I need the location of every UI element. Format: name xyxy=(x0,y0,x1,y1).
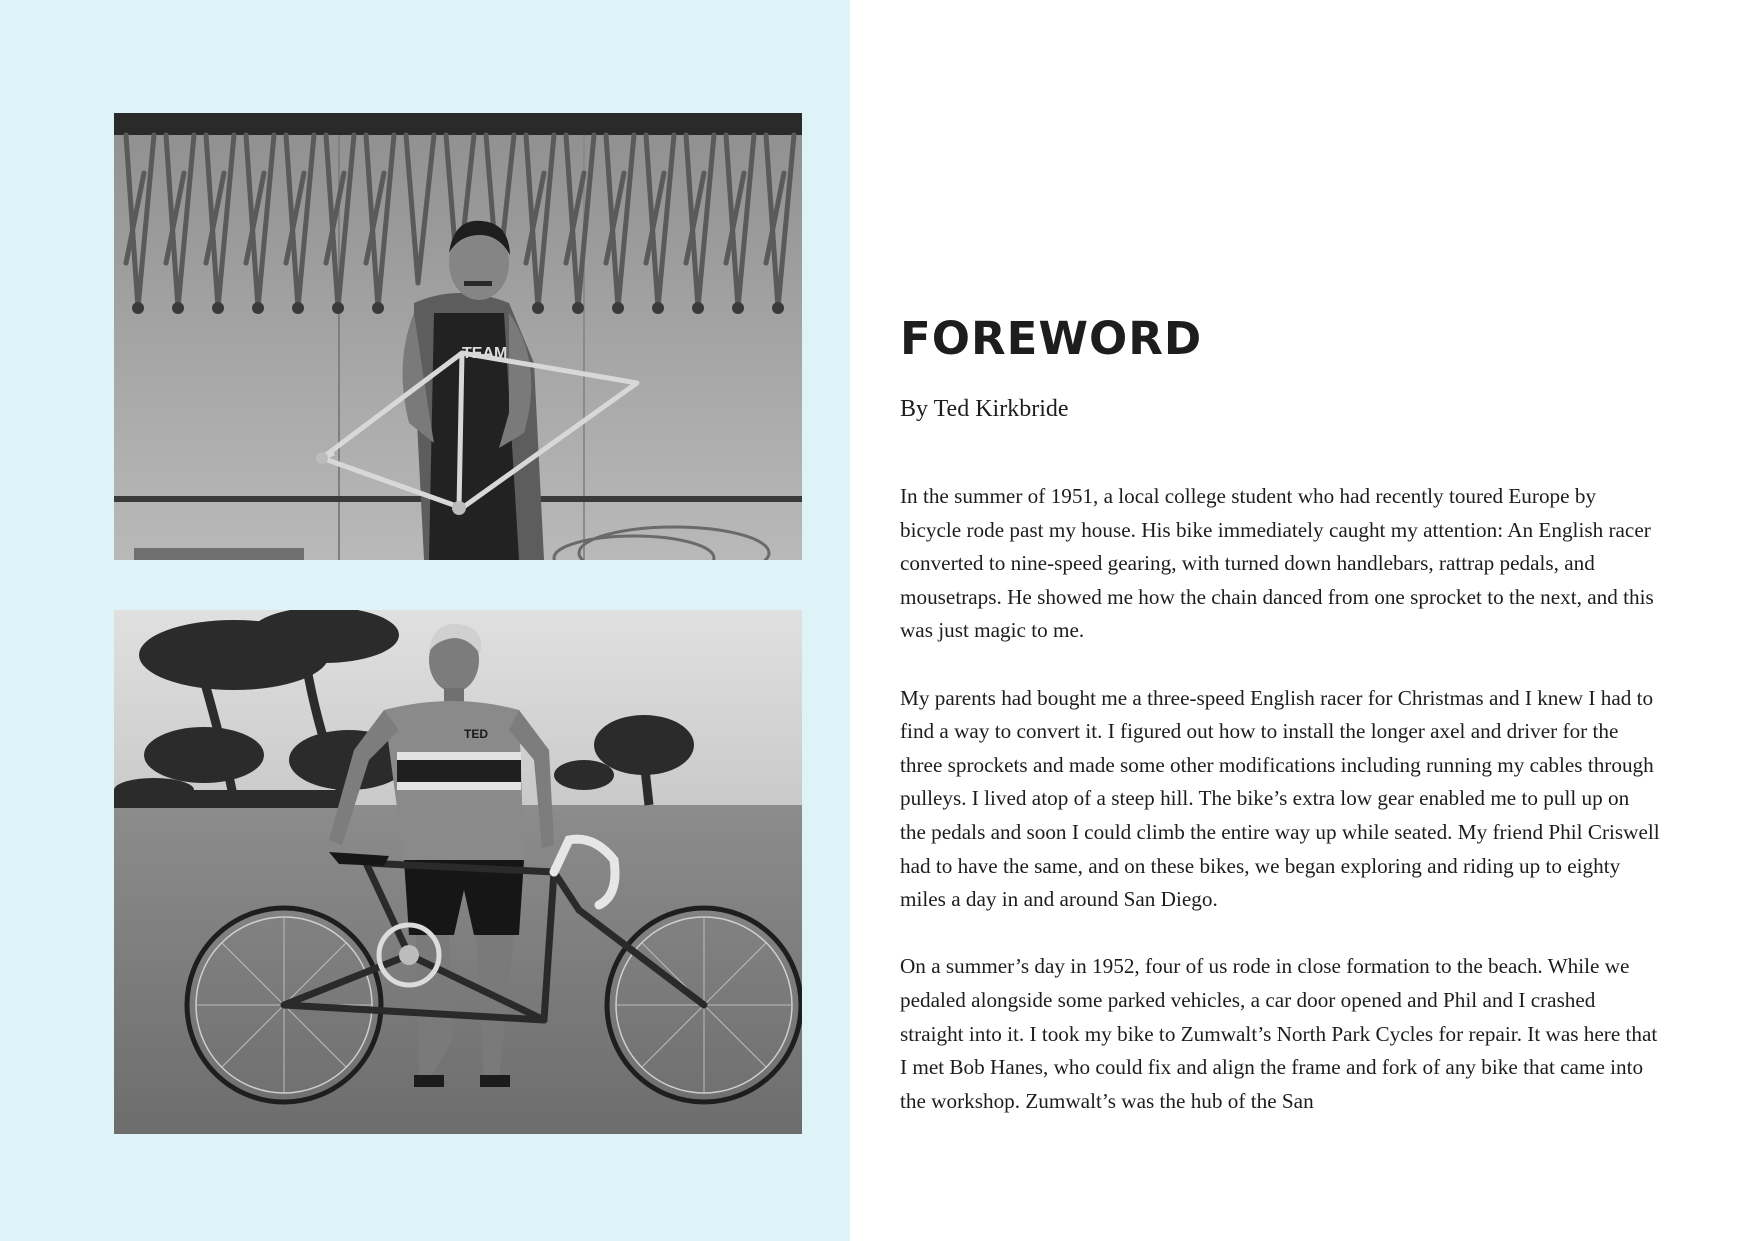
byline: By Ted Kirkbride xyxy=(900,396,1069,422)
paragraph: In the summer of 1951, a local college student who had recently toured Europe by bicycle rode past my house. His bike immediately caught my attention: An English racer converted to nine-speed gearing, with turned down handlebars, rattrap pedals, and mousetraps. He showed me how the chain danced from one sprocket to the next, and this was just magic to me. xyxy=(900,484,1654,643)
paragraph: On a summer’s day in 1952, four of us rode in close formation to the beach. While we pedaled alongside some parked vehicles, a car door opened and Phil and I crashed straight into it. I took my bike to Zumwalt’s North Park Cycles for repair. It was here that I met Bob Hanes, who could fix and align the frame and fork of any bike that came into the workshop. Zumwalt’s was the hub of the San xyxy=(900,954,1658,1113)
frame-builder-photo xyxy=(114,113,802,560)
page-title: FOREWORD xyxy=(900,312,1203,365)
frame-builder-illustration xyxy=(114,113,802,560)
body-text xyxy=(900,480,1660,1152)
jersey-text: TEAM xyxy=(462,345,508,362)
paragraph: My parents had bought me a three-speed English racer for Christmas and I knew I had to find a way to convert it. I figured out how to install the longer axel and driver for the three sprockets and made some other modifications including running my cables through pulleys. I lived atop of a steep hill. The bike’s extra low gear enabled me to pull up on the pedals and soon I could climb the entire way up while seated. My friend Phil Criswell had to have the same, and on these bikes, we began exploring and riding up to eighty miles a day in and around San Diego. xyxy=(900,685,1660,912)
photo-panel xyxy=(0,0,850,1241)
text-column xyxy=(900,0,1660,1241)
cyclist-portrait-photo xyxy=(114,610,802,1134)
jersey-text-ted: TED xyxy=(464,727,488,741)
cyclist-illustration xyxy=(114,610,802,1134)
